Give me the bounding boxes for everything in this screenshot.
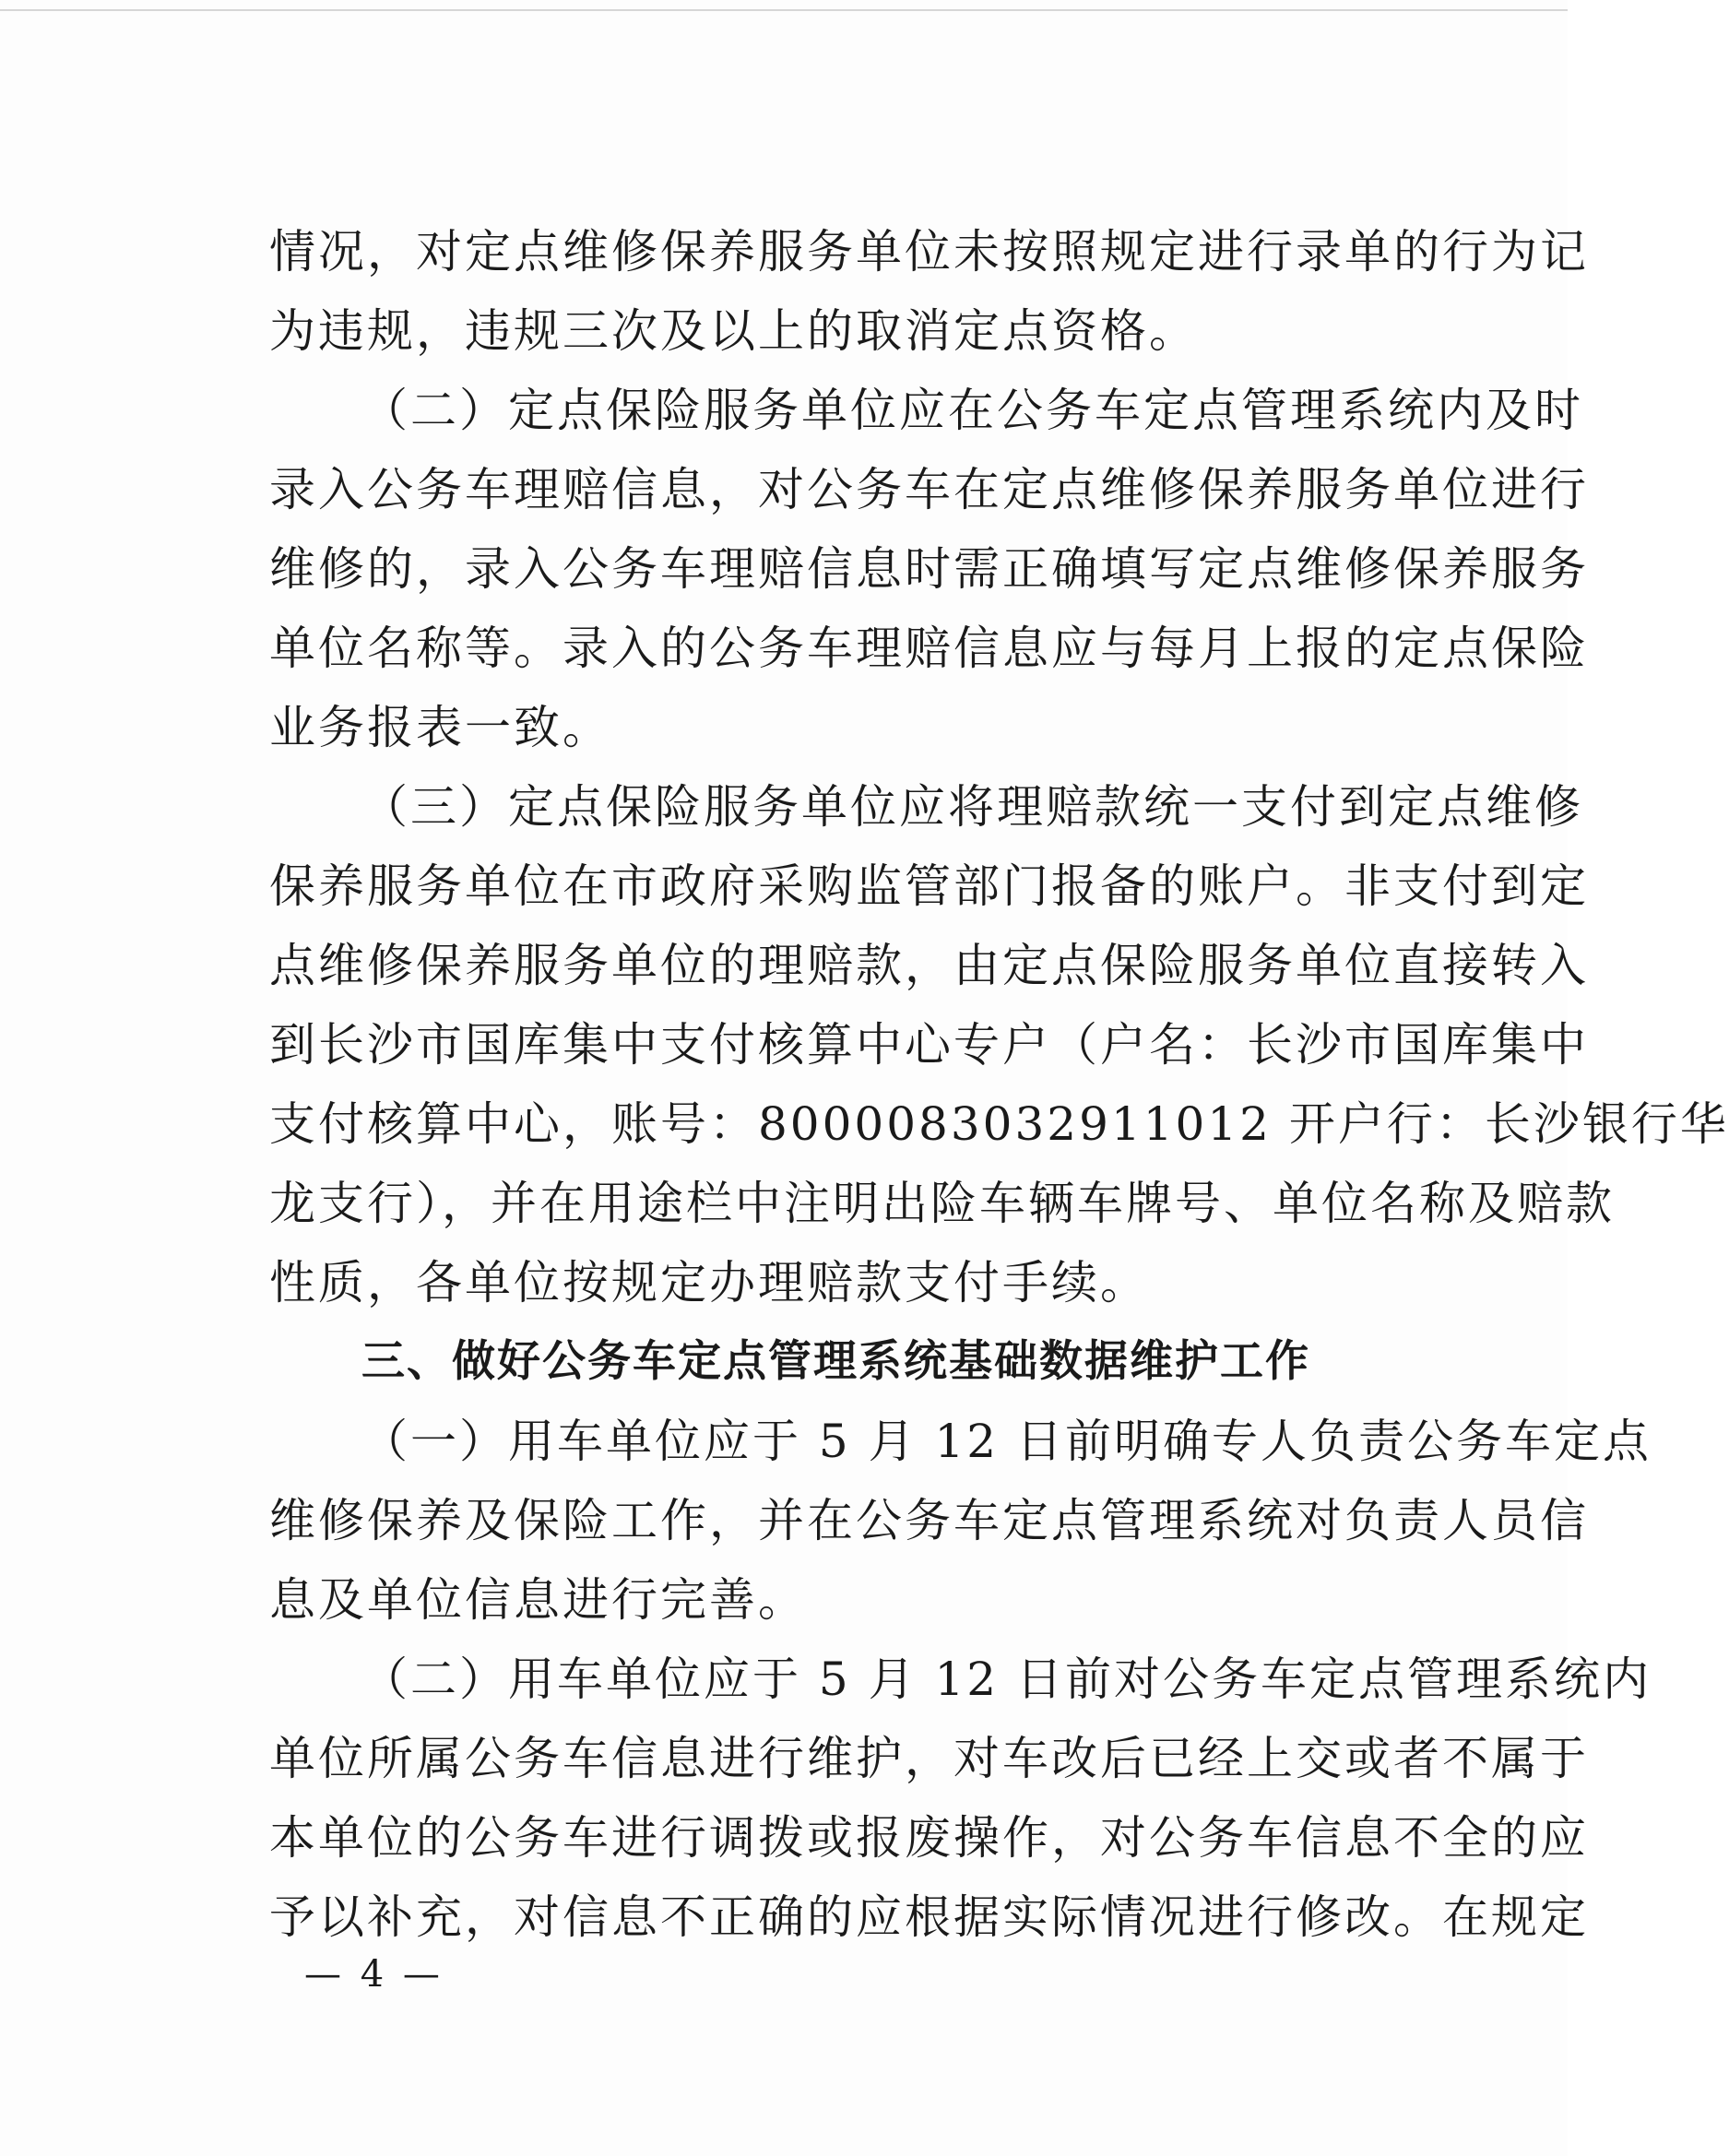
document-body — [269, 212, 1729, 1957]
body-line: 为违规，违规三次及以上的取消定点资格。 — [269, 304, 1198, 358]
body-line: 单位名称等。录入的公务车理赔信息应与每月上报的定点保险 — [269, 622, 1589, 675]
body-line: 支付核算中心，账号：8000083032911012 开户行：长沙银行华 — [269, 1097, 1729, 1151]
body-line: 维修的，录入公务车理赔信息时需正确填写定点维修保养服务 — [269, 542, 1589, 596]
body-line: 录入公务车理赔信息，对公务车在定点维修保养服务单位进行 — [269, 463, 1589, 516]
section-heading: 三、做好公务车定点管理系统基础数据维护工作 — [361, 1336, 1310, 1387]
body-line: 性质，各单位按规定办理赔款支付手续。 — [269, 1256, 1149, 1309]
body-line: 情况，对定点维修保养服务单位未按照规定进行录单的行为记 — [269, 225, 1589, 278]
body-line: 息及单位信息进行完善。 — [269, 1573, 807, 1627]
body-line: 予以补充，对信息不正确的应根据实际情况进行修改。在规定 — [269, 1890, 1589, 1944]
page-number: — 4 — — [304, 1953, 444, 1996]
body-line: 单位所属公务车信息进行维护，对车改后已经上交或者不属于 — [269, 1732, 1589, 1785]
body-line: 本单位的公务车进行调拨或报废操作，对公务车信息不全的应 — [269, 1811, 1589, 1865]
body-line: 点维修保养服务单位的理赔款，由定点保险服务单位直接转入 — [269, 939, 1589, 992]
body-line: （二）定点保险服务单位应在公务车定点管理系统内及时 — [361, 384, 1583, 437]
body-line: （一）用车单位应于 5 月 12 日前明确专人负责公务车定点 — [361, 1415, 1652, 1468]
body-line: （三）定点保险服务单位应将理赔款统一支付到定点维修 — [361, 780, 1583, 834]
scan-edge-line — [0, 9, 1568, 11]
body-line: 维修保养及保险工作，并在公务车定点管理系统对负责人员信 — [269, 1494, 1589, 1547]
body-line: 龙支行），并在用途栏中注明出险车辆车牌号、单位名称及赔款 — [269, 1177, 1615, 1230]
body-line: 保养服务单位在市政府采购监管部门报备的账户。非支付到定 — [269, 859, 1589, 913]
body-line: 到长沙市国库集中支付核算中心专户（户名：长沙市国库集中 — [269, 1018, 1589, 1072]
body-line: 业务报表一致。 — [269, 701, 611, 754]
body-line: （二）用车单位应于 5 月 12 日前对公务车定点管理系统内 — [361, 1653, 1652, 1706]
